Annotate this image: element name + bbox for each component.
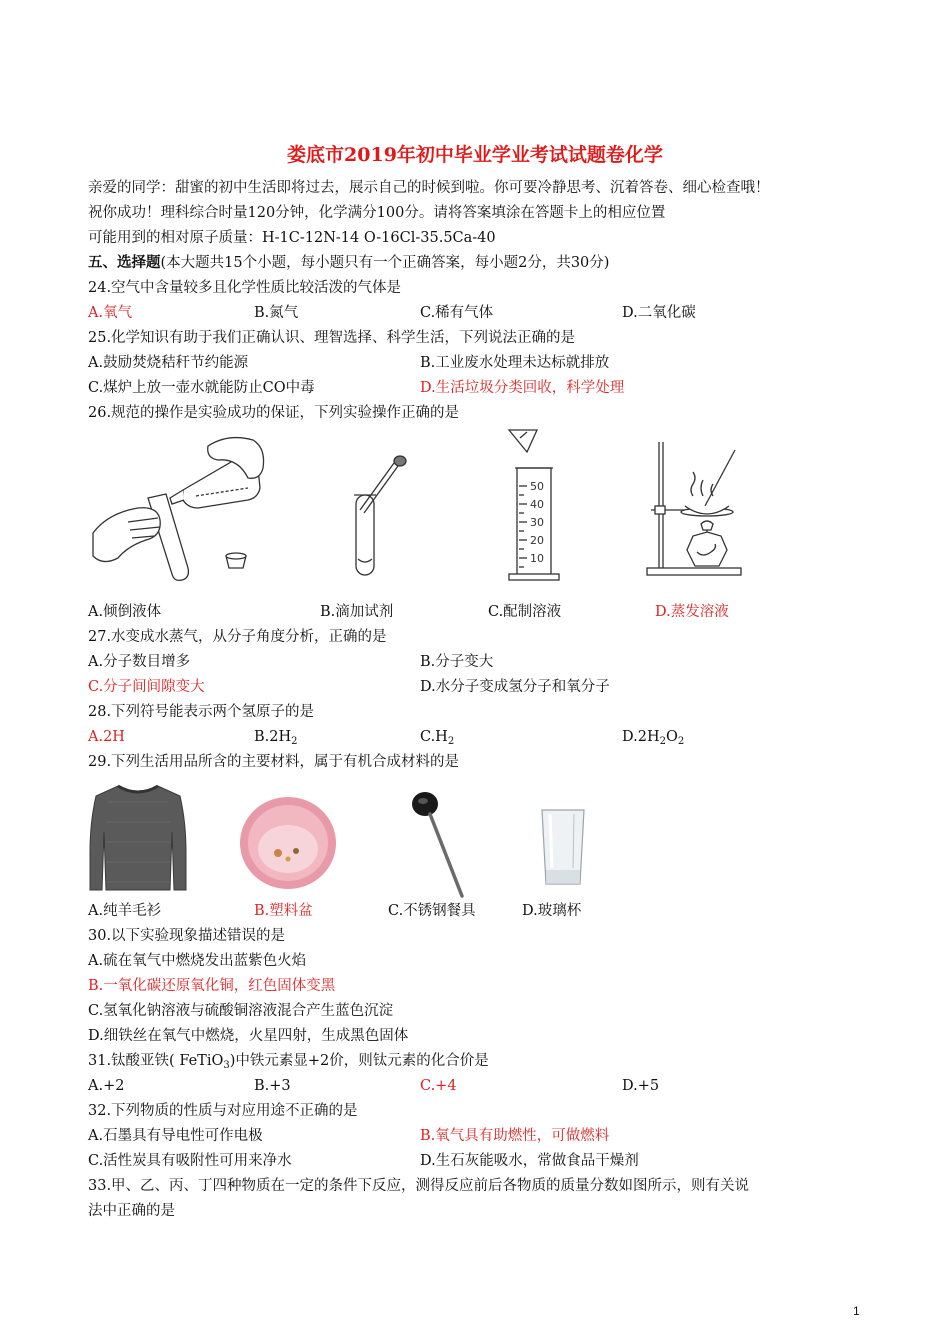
q27-option-d: D.水分子变成氢分子和氧分子 xyxy=(420,679,610,695)
page-title: 娄底市2019年初中毕业学业考试试题卷化学 xyxy=(287,144,663,166)
glass-cup-image xyxy=(538,808,588,888)
cylinder-mark-30: 30 xyxy=(530,516,544,529)
q31-option-d: D.+5 xyxy=(622,1078,660,1094)
q28-c-subscript: 2 xyxy=(447,736,455,747)
q31-stem-subscript: 3 xyxy=(223,1060,230,1071)
q30-option-d: D.细铁丝在氧气中燃烧，火星四射，生成黑色固体 xyxy=(88,1028,409,1044)
cylinder-mark-10: 10 xyxy=(530,552,544,565)
intro-line-2: 祝你成功！理科综合时量120分钟，化学满分100分。请将答案填涂在答题卡上的相应位置 xyxy=(88,205,666,221)
q30-option-c: C.氢氧化钠溶液与硫酸铜溶液混合产生蓝色沉淀 xyxy=(88,1003,394,1019)
q32-stem: 32.下列物质的性质与对应用途不正确的是 xyxy=(88,1103,358,1119)
plastic-basin-image xyxy=(238,795,338,895)
q33-stem-line-2: 法中正确的是 xyxy=(88,1203,175,1219)
q24-option-b: B.氮气 xyxy=(254,305,299,321)
q28-option-d xyxy=(622,727,684,747)
pouring-liquid-figure xyxy=(88,428,268,588)
steel-ladle-image xyxy=(410,790,470,900)
q27-stem: 27.水变成水蒸气，从分子角度分析，正确的是 xyxy=(88,629,387,645)
q32-option-d: D.生石灰能吸水，常做食品干燥剂 xyxy=(420,1153,639,1169)
q29-option-a: A.纯羊毛衫 xyxy=(88,903,162,919)
q28-d-subscript-1: 2 xyxy=(659,736,666,747)
q33-stem-line-1: 33.甲、乙、丙、丁四种物质在一定的条件下反应，测得反应前后各物质的质量分数如图所示，则有关说 xyxy=(88,1178,750,1194)
q24-option-d: D.二氧化碳 xyxy=(622,305,696,321)
q30-option-a: A.硫在氧气中燃烧发出蓝紫色火焰 xyxy=(88,953,307,969)
q25-option-a: A.鼓励焚烧秸秆节约能源 xyxy=(88,355,249,371)
q29-option-c: C.不锈钢餐具 xyxy=(388,903,476,919)
q28-d-mid: O xyxy=(665,729,678,745)
q28-d-text: D.2H xyxy=(622,729,660,745)
q29-option-d: D.玻璃杯 xyxy=(522,903,582,919)
q28-stem: 28.下列符号能表示两个氢原子的是 xyxy=(88,704,315,720)
q28-b-subscript: 2 xyxy=(291,736,298,747)
q31-option-a: A.+2 xyxy=(88,1078,125,1094)
q24-option-a: A.氧气 xyxy=(88,305,133,321)
q30-option-b: B.一氧化碳还原氧化铜，红色固体变黑 xyxy=(88,978,336,994)
q26-option-a: A.倾倒液体 xyxy=(88,604,162,620)
q28-c-text: C.H xyxy=(420,729,448,745)
q24-stem: 24.空气中含量较多且化学性质比较活泼的气体是 xyxy=(88,280,402,296)
cylinder-mark-20: 20 xyxy=(530,534,544,547)
q30-stem: 30.以下实验现象描述错误的是 xyxy=(88,928,286,944)
q28-b-text: B.2H xyxy=(254,729,292,745)
intro-line-1: 亲爱的同学：甜蜜的初中生活即将过去，展示自己的时候到啦。你可要冷静思考、沉着答卷、细心检查哦！ xyxy=(88,180,770,196)
q26-option-c: C.配制溶液 xyxy=(488,604,562,620)
dropper-test-tube-figure xyxy=(350,455,410,580)
q32-option-a: A.石墨具有导电性可作电极 xyxy=(88,1128,263,1144)
q31-stem-pre: 31.钛酸亚铁( FeTiO xyxy=(88,1053,224,1069)
q28-option-a: A.2H xyxy=(88,729,125,745)
q24-option-c: C.稀有气体 xyxy=(420,305,494,321)
evaporation-setup-figure xyxy=(645,440,745,580)
q31-option-b: B.+3 xyxy=(254,1078,291,1094)
q32-option-b: B.氧气具有助燃性，可做燃料 xyxy=(420,1128,610,1144)
q27-option-c: C.分子间间隙变大 xyxy=(88,679,205,695)
q28-option-b xyxy=(254,727,298,747)
q28-d-subscript-2: 2 xyxy=(677,736,685,747)
page-number: 1 xyxy=(853,1304,860,1318)
q25-option-b: B.工业废水处理未达标就排放 xyxy=(420,355,610,371)
cylinder-mark-40: 40 xyxy=(530,498,544,511)
sweater-image xyxy=(88,782,188,894)
q32-option-c: C.活性炭具有吸附性可用来净水 xyxy=(88,1153,292,1169)
q25-stem: 25.化学知识有助于我们正确认识、理智选择、科学生活，下列说法正确的是 xyxy=(88,330,576,346)
q29-option-b: B.塑料盆 xyxy=(254,903,313,919)
intro-line-3: 可能用到的相对原子质量：H-1C-12N-14 O-16Cl-35.5Ca-40 xyxy=(88,230,496,246)
q31-option-c: C.+4 xyxy=(420,1078,457,1094)
q31-stem-post: )中铁元素显+2价，则钛元素的化合价是 xyxy=(229,1053,489,1069)
section-heading: 五、选择题 xyxy=(88,254,161,271)
section-note: (本大题共15个小题，每小题只有一个正确答案，每小题2分，共30分) xyxy=(160,255,610,271)
q27-option-a: A.分子数目增多 xyxy=(88,654,191,670)
q26-option-d: D.蒸发溶液 xyxy=(655,604,729,620)
section-header xyxy=(88,253,609,273)
q26-option-b: B.滴加试剂 xyxy=(320,604,394,620)
q26-stem: 26.规范的操作是实验成功的保证，下列实验操作正确的是 xyxy=(88,405,460,421)
q31-stem xyxy=(88,1051,489,1071)
graduated-cylinder-figure xyxy=(505,428,565,583)
q25-option-c: C.煤炉上放一壶水就能防止CO中毒 xyxy=(88,380,315,396)
q29-stem: 29.下列生活用品所含的主要材料，属于有机合成材料的是 xyxy=(88,754,460,770)
q25-option-d: D.生活垃圾分类回收，科学处理 xyxy=(420,380,625,396)
q28-option-c xyxy=(420,727,454,747)
q27-option-b: B.分子变大 xyxy=(420,654,494,670)
cylinder-mark-50: 50 xyxy=(530,480,544,493)
